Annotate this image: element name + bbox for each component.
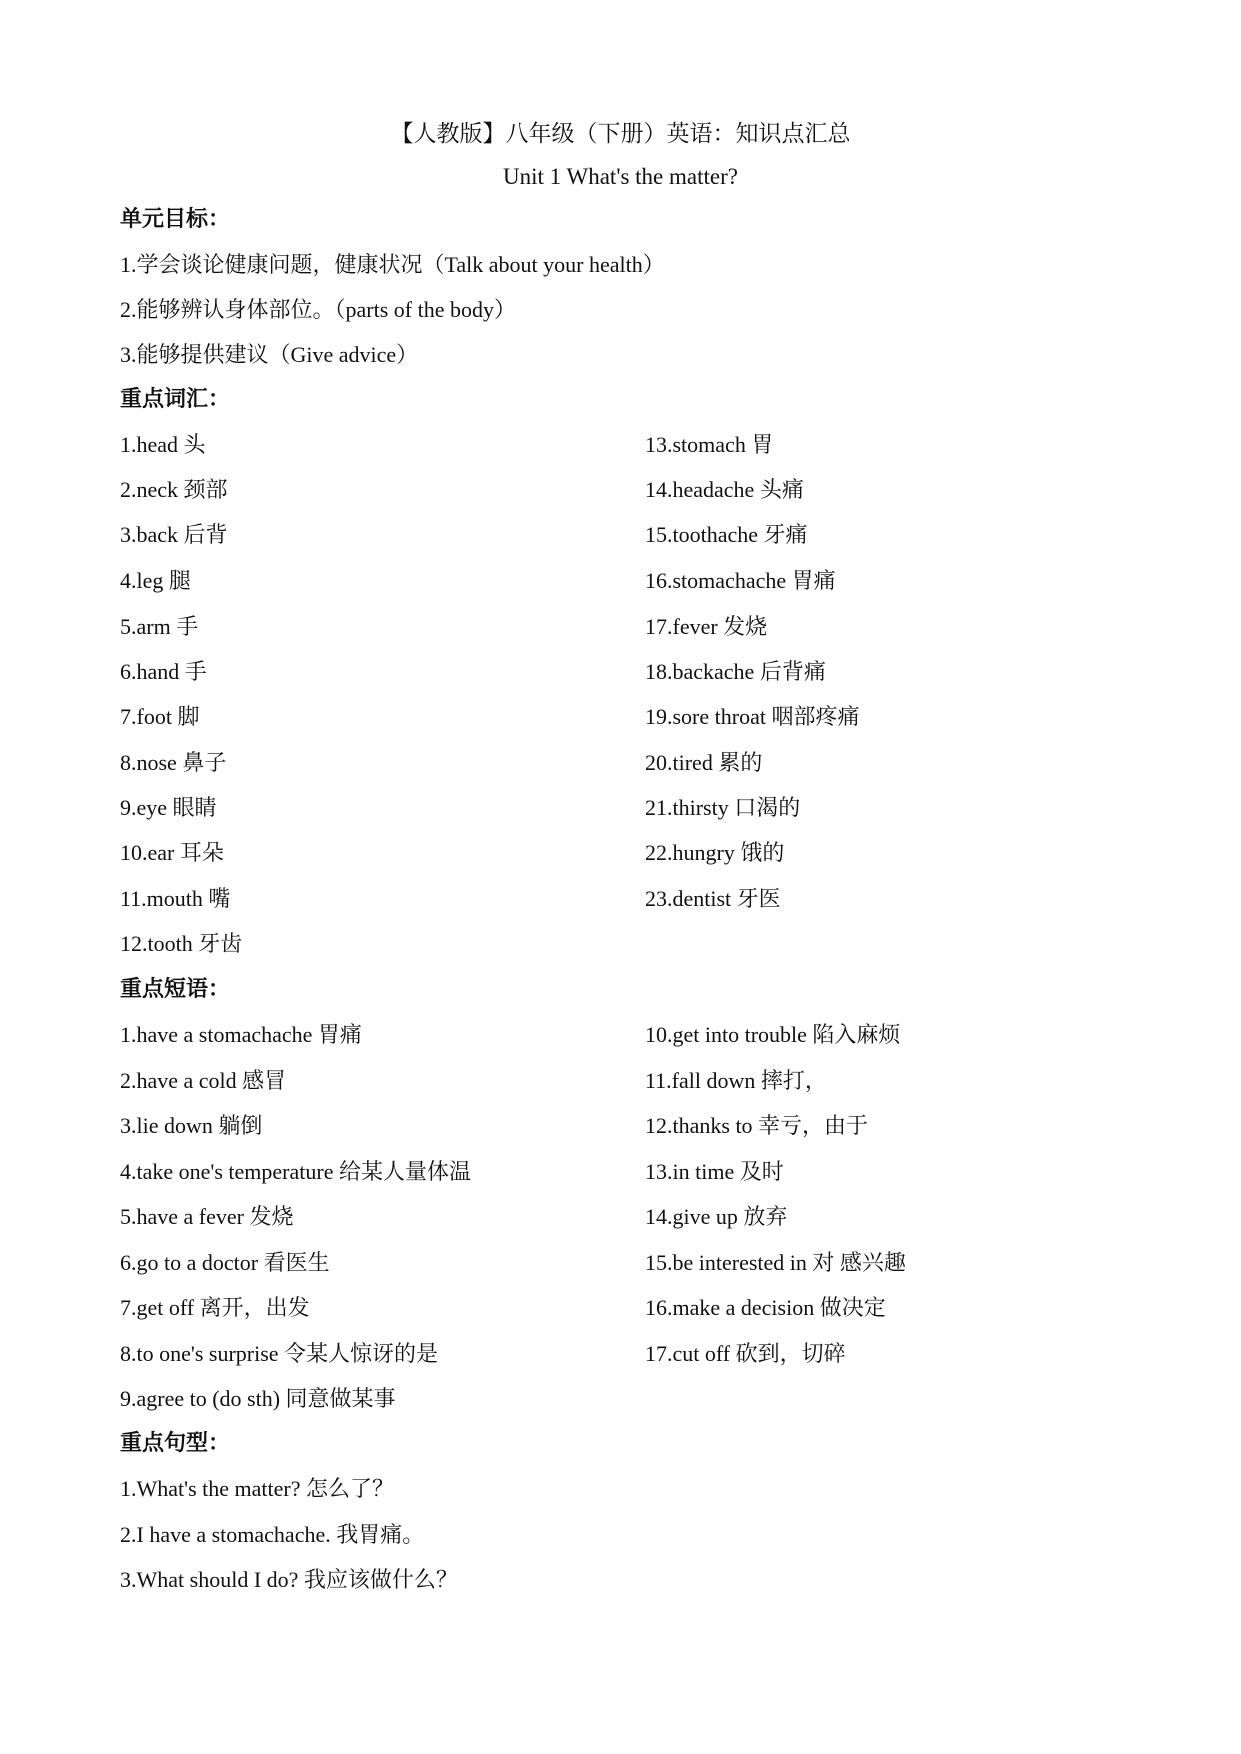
unit-title: Unit 1 What's the matter?: [503, 164, 738, 189]
vocab-item: 6.hand 手: [120, 659, 207, 684]
vocab-item: 23.dentist 牙医: [645, 886, 781, 911]
vocab-item: 13.stomach 胃: [645, 432, 774, 457]
phrase-item: 15.be interested in 对 感兴趣: [645, 1250, 906, 1275]
sentence-item: 1.What's the matter? 怎么了？: [120, 1476, 395, 1501]
phrase-item: 10.get into trouble 陷入麻烦: [645, 1022, 901, 1047]
vocab-item: 22.hungry 饿的: [645, 840, 785, 865]
vocab-item: 11.mouth 嘴: [120, 886, 231, 911]
vocab-item: 20.tired 累的: [645, 750, 763, 775]
phrase-item: 6.go to a doctor 看医生: [120, 1250, 330, 1275]
goals-heading: 单元目标：: [120, 207, 231, 232]
goal-item: 2.能够辨认身体部位。（parts of the body）: [120, 297, 516, 322]
phrase-item: 7.get off 离开，出发: [120, 1295, 310, 1320]
vocab-item: 14.headache 头痛: [645, 477, 804, 502]
phrase-item: 4.take one's temperature 给某人量体温: [120, 1159, 471, 1184]
vocab-heading: 重点词汇：: [120, 387, 231, 412]
vocab-item: 8.nose 鼻子: [120, 750, 227, 775]
vocab-item: 3.back 后背: [120, 522, 228, 547]
phrase-item: 5.have a fever 发烧: [120, 1204, 294, 1229]
phrase-item: 16.make a decision 做决定: [645, 1295, 886, 1320]
sentence-item: 2.I have a stomachache. 我胃痛。: [120, 1522, 425, 1547]
phrase-item: 12.thanks to 幸亏，由于: [645, 1113, 869, 1138]
sentence-item: 3.What should I do? 我应该做什么？: [120, 1567, 458, 1592]
goal-item: 1.学会谈论健康问题，健康状况（Talk about your health）: [120, 252, 665, 277]
vocab-item: 1.head 头: [120, 432, 206, 457]
vocab-item: 7.foot 脚: [120, 704, 200, 729]
phrases-heading: 重点短语：: [120, 977, 231, 1002]
vocab-item: 12.tooth 牙齿: [120, 931, 243, 956]
vocab-item: 9.eye 眼睛: [120, 795, 217, 820]
phrase-item: 8.to one's surprise 令某人惊讶的是: [120, 1341, 439, 1366]
phrase-item: 3.lie down 躺倒: [120, 1113, 263, 1138]
vocab-item: 5.arm 手: [120, 614, 199, 639]
phrase-item: 11.fall down 摔打，: [645, 1068, 827, 1093]
phrase-item: 14.give up 放弃: [645, 1204, 788, 1229]
vocab-item: 10.ear 耳朵: [120, 840, 224, 865]
vocab-item: 16.stomachache 胃痛: [645, 568, 836, 593]
vocab-item: 18.backache 后背痛: [645, 659, 826, 684]
phrase-item: 2.have a cold 感冒: [120, 1068, 287, 1093]
phrase-item: 1.have a stomachache 胃痛: [120, 1022, 362, 1047]
phrase-item: 13.in time 及时: [645, 1159, 784, 1184]
goal-item: 3.能够提供建议（Give advice）: [120, 342, 419, 367]
vocab-item: 19.sore throat 咽部疼痛: [645, 704, 860, 729]
vocab-item: 4.leg 腿: [120, 568, 191, 593]
document-title: 【人教版】八年级（下册）英语：知识点汇总: [390, 121, 851, 146]
sentences-heading: 重点句型：: [120, 1431, 231, 1456]
phrase-item: 9.agree to (do sth) 同意做某事: [120, 1386, 396, 1411]
vocab-item: 17.fever 发烧: [645, 614, 768, 639]
phrase-item: 17.cut off 砍到，切碎: [645, 1341, 846, 1366]
vocab-item: 2.neck 颈部: [120, 477, 228, 502]
vocab-item: 15.toothache 牙痛: [645, 522, 808, 547]
vocab-item: 21.thirsty 口渴的: [645, 795, 801, 820]
